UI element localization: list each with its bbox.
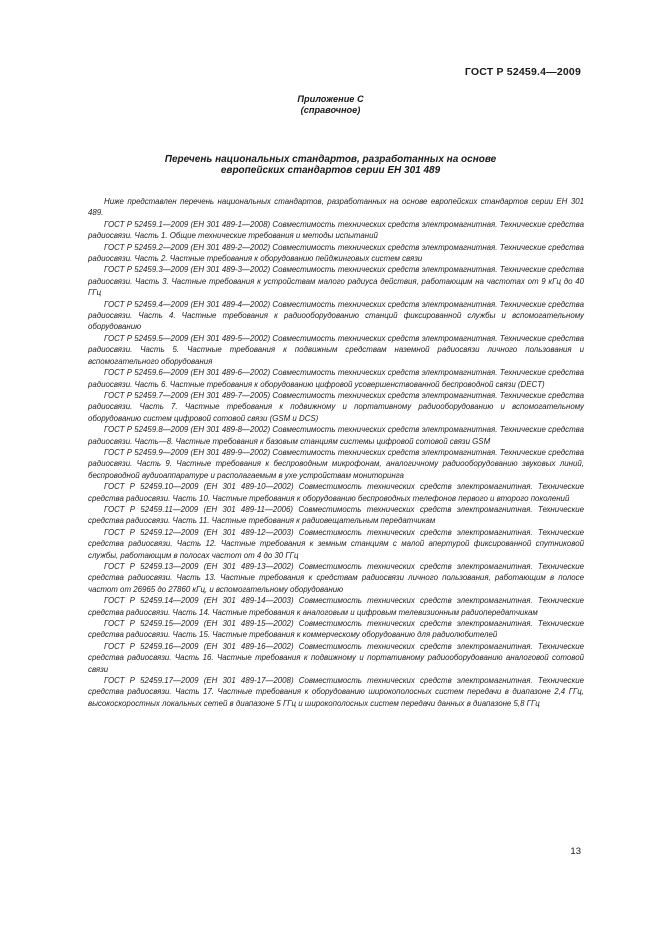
annex-title: Приложение С	[297, 94, 364, 104]
standard-entry-15: ГОСТ Р 52459.15—2009 (ЕН 301 489-15—2002) Совместимость технических средств электромагнитная. Технические средства радиосвязи. Часть 15. Частные требования к коммерческому оборудованию для радиолюбителей	[88, 619, 584, 640]
standard-entry-7: ГОСТ Р 52459.7—2009 (ЕН 301 489-7—2005) Совместимость технических средств электромагнитная. Технические средства радиосвязи. Часть 7. Частные требования к подвижному и портативному радиооборудованию и вспомогательному оборудованию систем цифровой сотовой связи (GSM и DCS)	[88, 390, 584, 423]
standard-entry-13: ГОСТ Р 52459.13—2009 (ЕН 301 489-13—2002) Совместимость технических средств электромагнитная. Технические средства радиосвязи. Часть 13. Частные требования к средствам радиосвязи личного пользования, работающим в полосе частот от 26965 до 27860 кГц, и вспомогательному оборудованию	[88, 562, 584, 594]
standard-entry-6: ГОСТ Р 52459.6—2009 (ЕН 301 489-6—2002) Совместимость технических средств электромагнитная. Технические средства радиосвязи. Часть 6. Частные требования к оборудованию цифровой усовершенствованной беспроводной связи (DECT)	[88, 368, 584, 389]
standards-list	[88, 196, 584, 709]
annex-heading	[0, 94, 661, 116]
standard-entry-2: ГОСТ Р 52459.2—2009 (ЕН 301 489-2—2002) Совместимость технических средств электромагнитная. Технические средства радиосвязи. Часть 2. Частные требования к оборудованию пейджинговых систем связи	[88, 242, 584, 264]
document-code: ГОСТ Р 52459.4—2009	[464, 66, 581, 78]
section-title	[0, 154, 661, 176]
standard-entry-3: ГОСТ Р 52459.3—2009 (ЕН 301 489-3—2002) Совместимость технических средств электромагнитная. Технические средства радиосвязи. Часть 3. Частные требования к устройствам малого радиуса действия, работающим на частотах от 9 кГц до 40 ГГц	[88, 265, 584, 298]
standard-entry-10: ГОСТ Р 52459.10—2009 (ЕН 301 489-10—2002) Совместимость технических средств электромагнитная. Технические средства радиосвязи. Часть 10. Частные требования к оборудованию беспроводных телефонов первого и второго поколений	[88, 482, 584, 503]
standard-entry-9: ГОСТ Р 52459.9—2009 (ЕН 301 489-9—2002) Совместимость технических средств электромагнитная. Технические средства радиосвязи. Часть 9. Частные требования к беспроводным микрофонам, аналогичному радиооборудованию звуковых линий, беспроводной аудиоаппаратуре и располагаемым в ухе устройствам мониторинга	[88, 447, 584, 480]
standard-entry-12: ГОСТ Р 52459.12—2009 (ЕН 301 489-12—2003) Совместимость технических средств электромагнитная. Технические средства радиосвязи. Часть 12. Частные требования к земным станциям с малой апертурой фиксированной спутниковой службы, работающим в полосах частот от 4 до 30 ГГц	[88, 527, 584, 560]
standard-entry-14: ГОСТ Р 52459.14—2009 (ЕН 301 489-14—2003) Совместимость технических средств электромагнитная. Технические средства радиосвязи. Часть 14. Частные требования к аналоговым и цифровым телевизионным радиопередатчикам	[88, 596, 584, 617]
annex-subtitle: (справочное)	[300, 105, 361, 115]
standard-entry-16: ГОСТ Р 52459.16—2009 (ЕН 301 489-16—2002) Совместимость технических средств электромагнитная. Технические средства радиосвязи. Часть 16. Частные требования к подвижному и портативному радиооборудованию аналоговой сотовой связи	[88, 641, 584, 674]
standard-entry-5: ГОСТ Р 52459.5—2009 (ЕН 301 489-5—2002) Совместимость технических средств электромагнитная. Технические средства радиосвязи. Часть 5. Частные требования к подвижным средствам наземной радиосвязи личного пользования и вспомогательного оборудования	[88, 333, 584, 366]
section-title-line-1: Перечень национальных стандартов, разработанных на основе	[164, 154, 497, 165]
standard-entry-4: ГОСТ Р 52459.4—2009 (ЕН 301 489-4—2002) Совместимость технических средств электромагнитная. Технические средства радиосвязи. Часть 4. Частные требования к радиооборудованию станций фиксированной службы и вспомогательному оборудованию	[88, 299, 584, 332]
standard-entry-17: ГОСТ Р 52459.17—2009 (ЕН 301 489-17—2008) Совместимость технических средств электромагнитная. Технические средства радиосвязи. Часть 17. Частные требования к оборудованию широкополосных систем передачи в диапазоне 2,4 ГГц, высокоскоростных локальных сетей в диапазоне 5 ГГц и широкополосных систем передачи данных в диапазоне 5,8 ГГц	[88, 676, 584, 708]
standard-entry-8: ГОСТ Р 52459.8—2009 (ЕН 301 489-8—2002) Совместимость технических средств электромагнитная. Технические средства радиосвязи. Часть—8. Частные требования к базовым станциям системы цифровой сотовой связи GSM	[88, 425, 584, 446]
page-number: 13	[570, 846, 581, 857]
standard-entry-1: ГОСТ Р 52459.1—2009 (ЕН 301 489-1—2008) Совместимость технических средств электромагнитная. Технические средства радиосвязи. Часть 1. Общие технические требования и методы испытаний	[88, 219, 584, 241]
intro-paragraph: Ниже представлен перечень национальных стандартов, разработанных на основе европейских стандартов серии ЕН 301 489.	[88, 197, 584, 218]
section-title-line-2: европейских стандартов серии ЕН 301 489	[220, 165, 441, 176]
standard-entry-11: ГОСТ Р 52459.11—2009 (ЕН 301 489-11—2006) Совместимость технических средств электромагнитная. Технические средства радиосвязи. Часть 11. Частные требования к радиовещательным передатчикам	[88, 504, 584, 526]
